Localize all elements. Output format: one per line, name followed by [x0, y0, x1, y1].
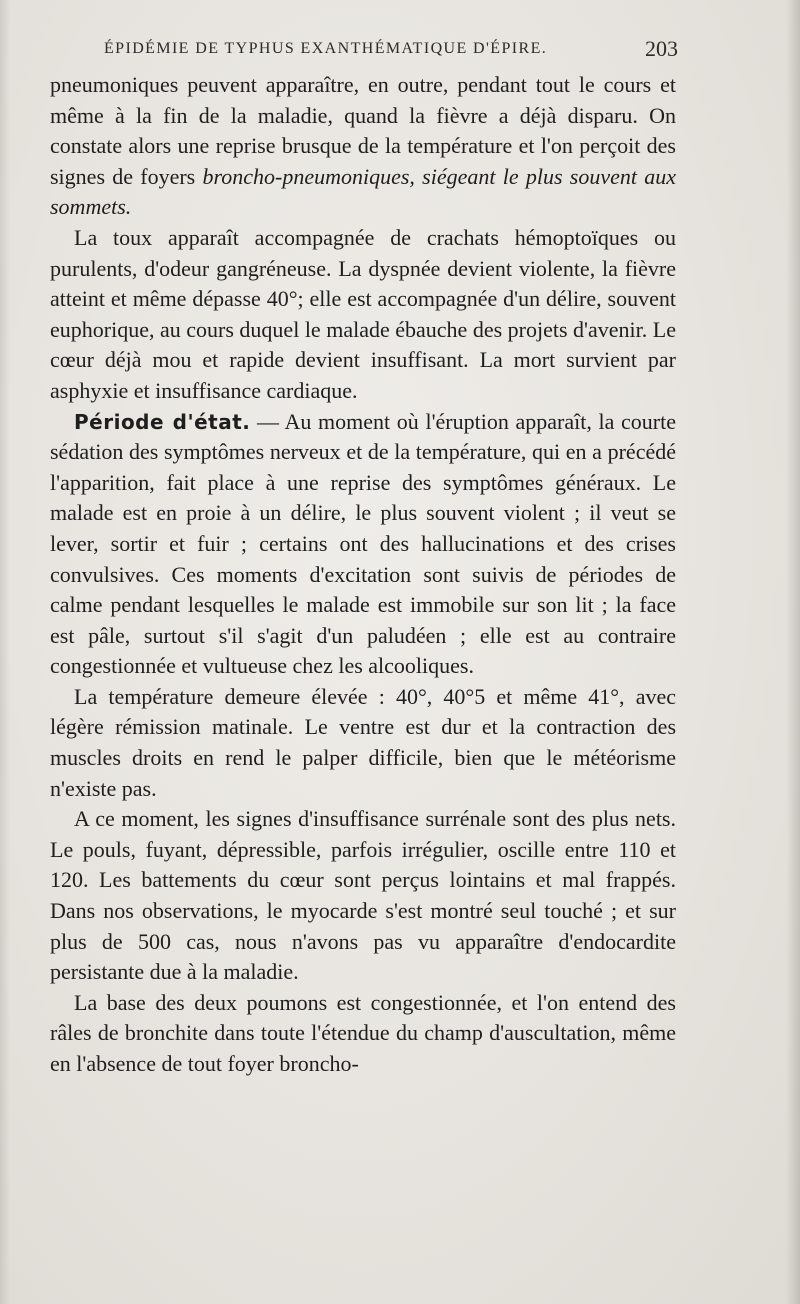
running-header	[104, 38, 678, 62]
body-text	[50, 70, 676, 1080]
paragraph-5: A ce moment, les signes d'insuffisance surrénale sont des plus nets. Le pouls, fuyant, dépressible, parfois irrégulier, oscille entre 110 et 120. Les battements du cœur sont perçus lointains et mal frappés. Dans nos observations, le myocarde s'est montré seul touché ; et sur plus de 500 cas, nous n'avons pas vu apparaître d'endocardite persistante due à la maladie.	[50, 806, 676, 985]
page-gutter-shadow	[0, 0, 10, 1304]
paragraph-3-text: — Au moment où l'éruption apparaît, la courte sédation des symptômes nerveux et de la température, qui en a précédé l'apparition, fait place à une reprise des symptômes généraux. Le malade est en proie à un délire, le plus souvent violent ; il veut se lever, sortir et fuir ; certains ont des hallucinations et des crises convulsives. Ces moments d'excitation sont suivis de périodes de calme pendant lesquelles le malade est immobile sur son lit ; la face est pâle, surtout s'il s'agit d'un paludéen ; elle est au contraire congestionnée et vultueuse chez les alcooliques.	[50, 408, 676, 679]
section-heading: Période d'état.	[74, 409, 251, 434]
paragraph-6: La base des deux poumons est congestionnée, et l'on entend des râles de bronchite dans toute l'étendue du champ d'auscultation, même en l'absence de tout foyer broncho-	[50, 989, 676, 1076]
page-edge-shadow	[786, 0, 800, 1304]
paragraph-2: La toux apparaît accompagnée de crachats hémoptoïques ou purulents, d'odeur gangréneuse. La dyspnée devient violente, la fièvre atteint et même dépasse 40°; elle est accompagnée d'un délire, souvent euphorique, au cours duquel le malade ébauche des projets d'avenir. Le cœur déjà mou et rapide devient insuffisant. La mort survient par asphyxie et insuffisance cardiaque.	[50, 224, 676, 403]
paragraph-1-text: pneumoniques peuvent apparaître, en outre, pendant tout le cours et même à la fin de la maladie, quand la fièvre a déjà disparu. On constate alors une reprise brusque de la température et l'on perçoit des signes de foyers	[50, 72, 676, 189]
paragraph-4: La température demeure élevée : 40°, 40°5 et même 41°, avec légère rémission matinale. Le ventre est dur et la contraction des muscles droits en rend le palper difficile, bien que le météorisme n'existe pas.	[50, 683, 676, 801]
running-title: ÉPIDÉMIE DE TYPHUS EXANTHÉMATIQUE D'ÉPIRE.	[104, 40, 548, 57]
paragraph-1-italic: broncho-pneumoniques, siégeant le plus souvent aux sommets.	[50, 163, 677, 220]
page-number: 203	[645, 36, 678, 61]
paragraph-periode-etat	[50, 407, 676, 682]
paragraph-continuation	[50, 70, 676, 223]
